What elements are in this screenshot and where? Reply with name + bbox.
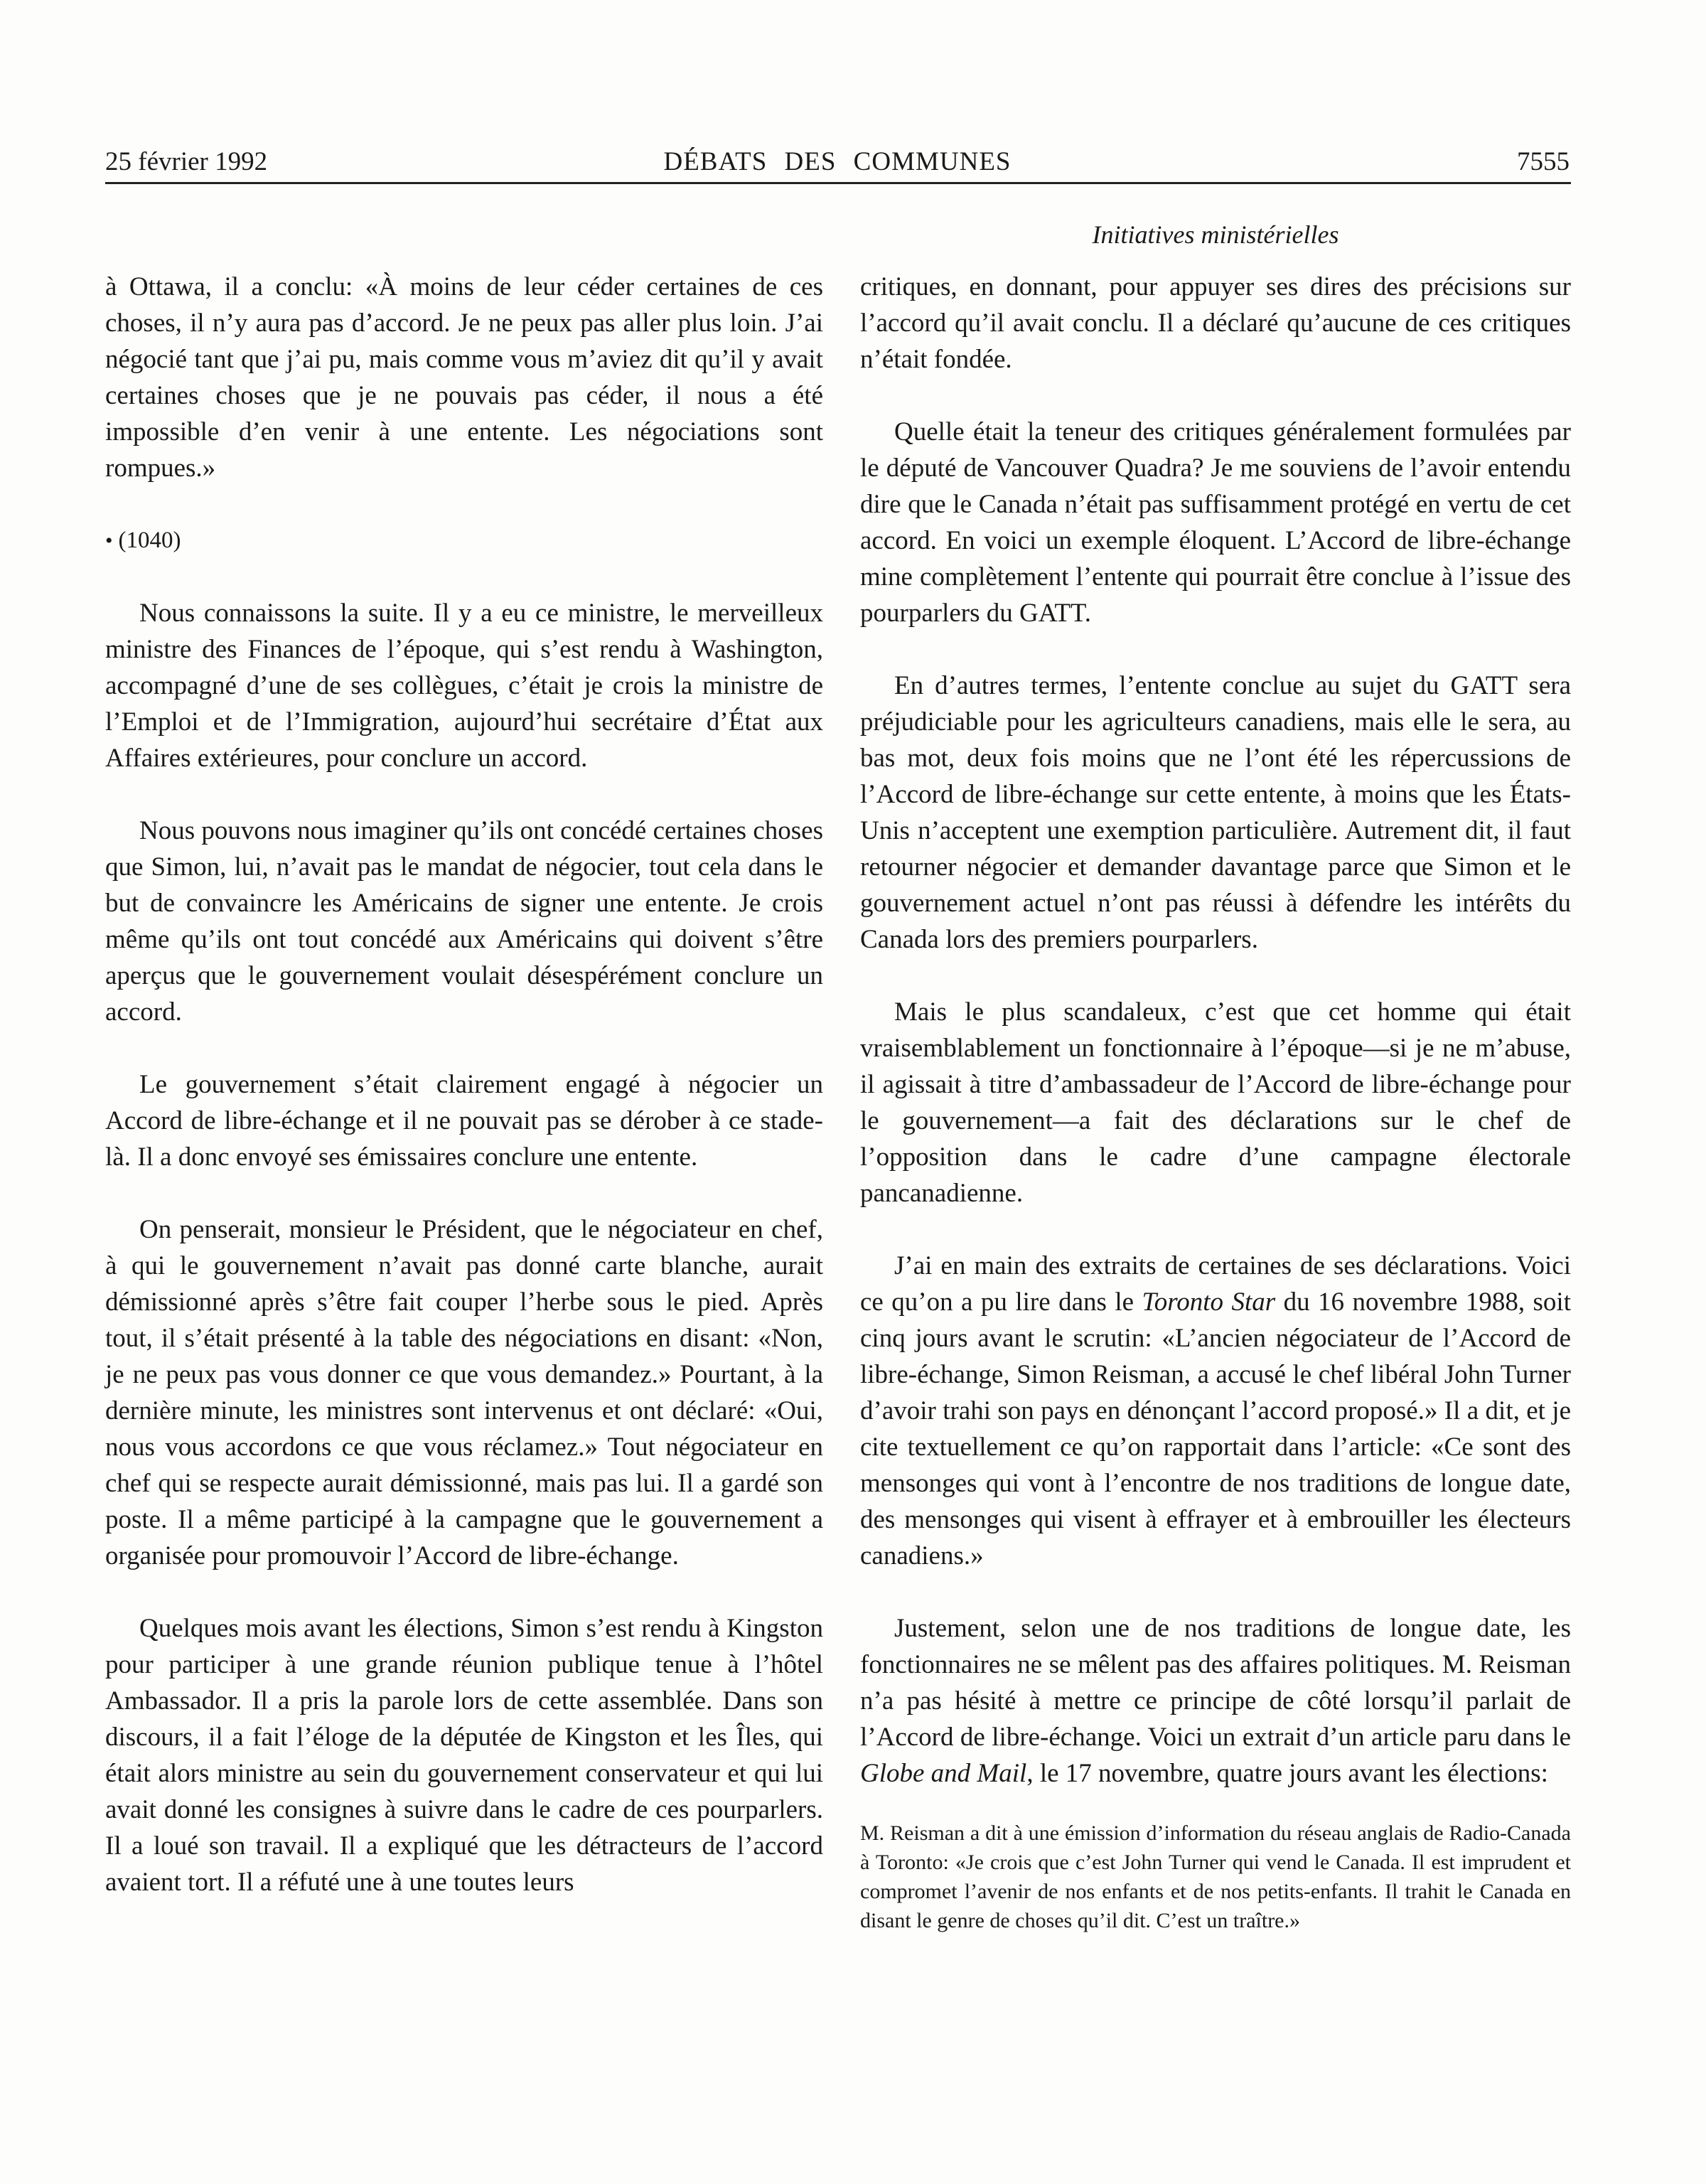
right-paragraph-6-part-1: Justement, selon une de nos traditions de longue date, les fonctionnaires ne se mêlent pas des affaires politiques. M. Reisman n’a pas hésité à mettre ce principe de côté lorsqu’il parlait de l’Accord de libre-échange. Voici un extrait d’un article paru dans le <box>860 1614 1571 1752</box>
timestamp <box>105 523 823 559</box>
right-paragraph-5-part-2: du 16 novembre 1988, soit cinq jours avant le scrutin: «L’ancien négociateur de l’Accord de libre-échange, Simon Reisman, a accusé le chef libéral John Turner d’avoir trahi son pays en dénonçant l’accord proposé.» Il a dit, et je cite textuellement ce qu’on rapportait dans l’article: «Ce sont des mensonges qui vont à l’encontre de nos traditions de longue date, des mensonges qui visent à effrayer et à embrouiller les électeurs canadiens.» <box>860 1288 1571 1570</box>
left-paragraph-5: On penserait, monsieur le Président, que le négociateur en chef, à qui le gouvernement n’avait pas donné carte blanche, aurait démissionné après s’être fait couper l’herbe sous le pied. Après tout, il s’était présenté à la table des négociations en disant: «Non, je ne peux pas vous donner ce que vous demandez.» Pourtant, à la dernière minute, les ministres sont intervenus et ont déclaré: «Oui, nous vous accordons ce que vous réclamez.» Tout négociateur en chef qui se respecte aurait démissionné, mais pas lui. Il a gardé son poste. Il a même participé à la campagne que le gouvernement a organisée pour promouvoir l’Accord de libre-échange. <box>105 1215 823 1570</box>
left-paragraph-4: Le gouvernement s’était clairement engagé à négocier un Accord de libre-échange et il ne pouvait pas se dérober à ce stade-là. Il a donc envoyé ses émissaires conclure une entente. <box>105 1070 823 1172</box>
block-quote: M. Reisman a dit à une émission d’information du réseau anglais de Radio-Canada à Toronto: «Je crois que c’est John Turner qui vend le Canada. Il est imprudent et compromet l’avenir de nos enfants et de nos petits-enfants. Il trahit le Canada en disant le genre de choses qu’il dit. C’est un traître.» <box>860 1821 1571 1932</box>
right-paragraph-5 <box>860 1248 1571 1574</box>
left-paragraph-1: à Ottawa, il a conclu: «À moins de leur céder certaines de ces choses, il n’y aura pas d’accord. Je ne peux pas aller plus loin. J’ai négocié tant que j’ai pu, mais comme vous m’aviez dit qu’il y avait certaines choses que je ne pouvais pas céder, il nous a été impossible d’en venir à une entente. Les négociations sont rompues.» <box>105 272 823 483</box>
right-paragraph-2: Quelle était la teneur des critiques généralement formulées par le député de Vancouver Quadra? Je me souviens de l’avoir entendu dire que le Canada n’était pas suffisamment protégé en vertu de cet accord. En voici un exemple éloquent. L’Accord de libre-échange mine complètement l’entente qui pourrait être conclue à l’issue des pourparlers du GATT. <box>860 417 1571 628</box>
left-paragraph-6: Quelques mois avant les élections, Simon s’est rendu à Kingston pour participer à une grande réunion publique tenue à l’hôtel Ambassador. Il a pris la parole lors de cette assemblée. Dans son discours, il a fait l’éloge de la députée de Kingston et les Îles, qui était alors ministre au sein du gouvernement conservateur et qui lui avait donné les consignes à suivre dans le cadre de ces pourparlers. Il a loué son travail. Il a expliqué que les détracteurs de l’accord avaient tort. Il a réfuté une à une toutes leurs <box>105 1614 823 1897</box>
right-paragraph-3: En d’autres termes, l’entente conclue au sujet du GATT sera préjudiciable pour les agriculteurs canadiens, mais elle le sera, au bas mot, deux fois moins que ne l’ont été les répercussions de l’Accord de libre-échange sur cette entente, à moins que les États-Unis n’acceptent une exemption particulière. Autrement dit, il faut retourner négocier et demander davantage parce que Simon et le gouvernement actuel n’ont pas réussi à défendre les intérêts du Canada lors des premiers pourparlers. <box>860 671 1571 954</box>
header-journal-title: DÉBATS DES COMMUNES <box>663 147 1012 176</box>
publication-toronto-star: Toronto Star <box>1142 1288 1276 1317</box>
publication-globe-and-mail: Globe and Mail <box>860 1759 1027 1788</box>
section-label: Initiatives ministérielles <box>1092 220 1339 249</box>
header-date: 25 février 1992 <box>105 147 268 176</box>
right-paragraph-6 <box>860 1610 1571 1792</box>
header-page-number: 7555 <box>1517 147 1570 176</box>
right-paragraph-6-part-2: , le 17 novembre, quatre jours avant les élections: <box>1026 1759 1548 1788</box>
right-column <box>860 269 1571 1935</box>
right-paragraph-1: critiques, en donnant, pour appuyer ses dires des précisions sur l’accord qu’il avait conclu. Il a déclaré qu’aucune de ces critiques n’était fondée. <box>860 272 1571 374</box>
page-header <box>105 142 1570 182</box>
left-paragraph-3: Nous pouvons nous imaginer qu’ils ont concédé certaines choses que Simon, lui, n’avait pas le mandat de négocier, tout cela dans le but de convaincre les Américains de signer une entente. Je crois même qu’ils ont tout concédé aux Américains qui doivent s’être aperçus que le gouvernement voulait désespérément conclure un accord. <box>105 816 823 1027</box>
left-column <box>105 269 823 1900</box>
right-paragraph-5-part-1: J’ai en main des extraits de certaines de ses déclarations. Voici ce qu’on a pu lire dans le <box>860 1251 1571 1317</box>
left-paragraph-2: Nous connaissons la suite. Il y a eu ce ministre, le merveilleux ministre des Finances de l’époque, qui s’est rendu à Washington, accompagné d’une de ses collègues, c’était je crois la ministre de l’Emploi et de l’Immigration, aujourd’hui secrétaire d’État aux Affaires extérieures, pour conclure un accord. <box>105 599 823 773</box>
timestamp-bullet-icon: • <box>105 529 113 552</box>
timestamp-label: (1040) <box>118 528 181 553</box>
header-rule <box>105 182 1571 184</box>
right-paragraph-4: Mais le plus scandaleux, c’est que cet homme qui était vraisemblablement un fonctionnaire à l’époque—si je ne m’abuse, il agissait à titre d’ambassadeur de l’Accord de libre-échange pour le gouvernement—a fait des déclarations sur le chef de l’opposition dans le cadre d’une campagne électorale pancanadienne. <box>860 997 1571 1208</box>
